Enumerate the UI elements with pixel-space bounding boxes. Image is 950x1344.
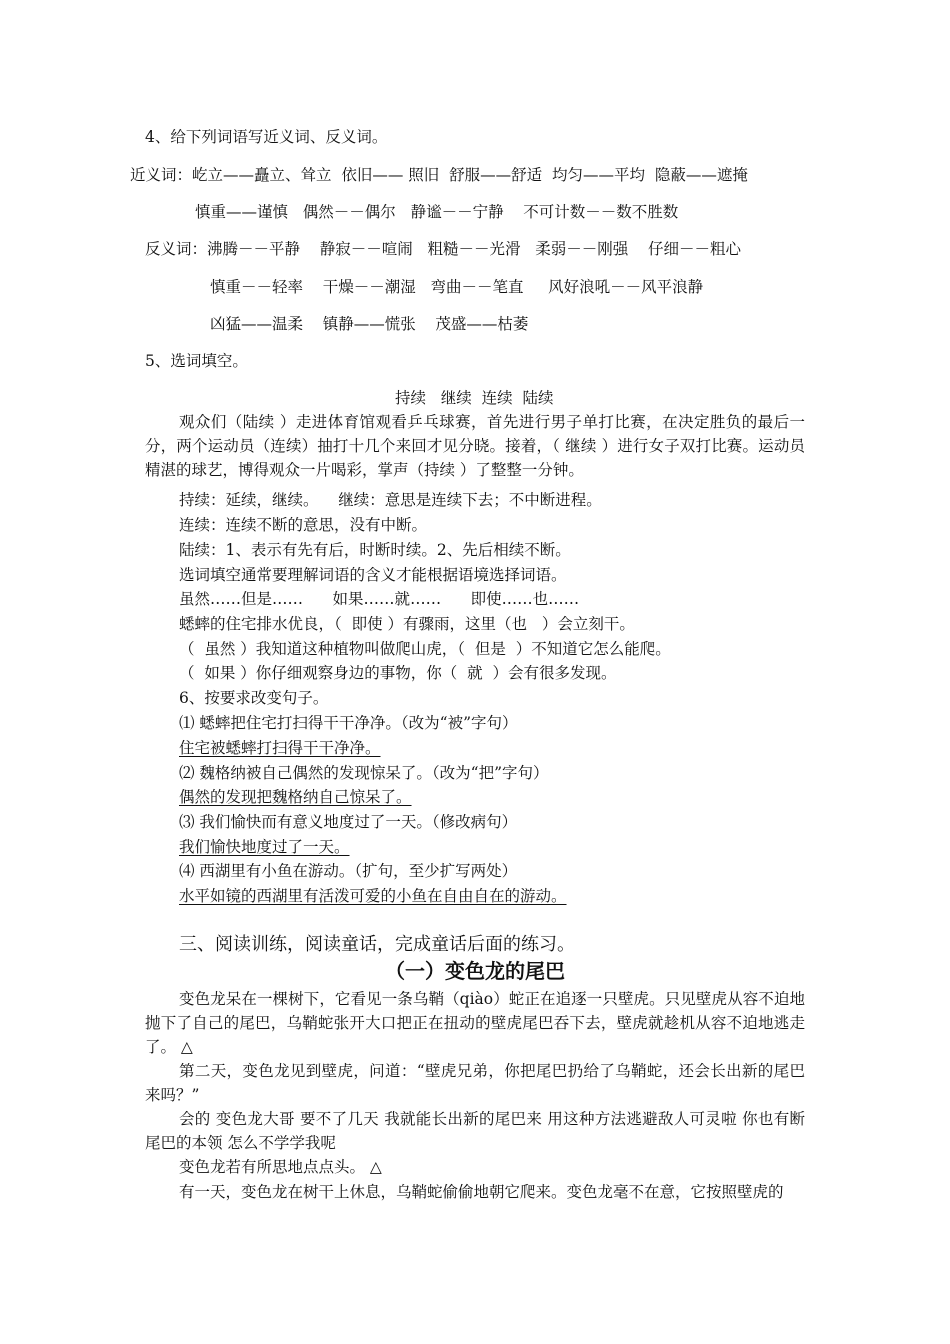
fill-paragraph: 观众们（陆续 ）走进体育馆观看乒乓球赛，首先进行男子单打比赛，在决定胜负的最后一分，两个运动员（连续）抽打十几个来回才见分晓。接着，（ 继续 ）进行女子双打比赛。运动员精湛的球艺，博得观众一片喝彩，掌声（持续 ）了整整一分钟。 (145, 413, 805, 479)
sentence-1-answer: 住宅被蟋蟀打扫得干干净净。 (179, 739, 381, 757)
story-paragraph-1: 变色龙呆在一棵树下，它看见一条乌鞘（qiào）蛇正在追逐一只壁虎。只见壁虎从容不迫地抛下了自己的尾巴，乌鞘蛇张开大口把正在扭动的壁虎尾巴吞下去，壁虎就趁机从容不迫地逃走了。 △ (145, 990, 805, 1056)
definition-note-2: 连续：连续不断的意思，没有中断。 (179, 516, 428, 534)
sentence-3-answer: 我们愉快地度过了一天。 (179, 838, 350, 856)
synonyms-line-2: 慎重——谨慎 偶然－－偶尔 静谧－－宁静 不可计数－－数不胜数 (195, 203, 679, 221)
q5-heading: 5、选词填空。 (145, 352, 248, 370)
definition-note-3: 陆续：1、表示有先有后，时断时续。2、先后相续不断。 (179, 541, 571, 559)
synonyms-line-1: 近义词：屹立——矗立、耸立 依旧—— 照旧 舒服——舒适 均匀——平均 隐蔽——遮掩 (130, 166, 748, 184)
q6-heading: 6、按要求改变句子。 (179, 689, 329, 707)
definition-note-1: 持续：延续，继续。 继续：意思是连续下去；不中断进程。 (179, 491, 602, 509)
antonyms-line-2: 慎重－－轻率 干燥－－潮湿 弯曲－－笔直 风好浪吼－－风平浪静 (210, 278, 704, 296)
sentence-1-prompt: ⑴ 蟋蟀把住宅打扫得干干净净。（改为“被”字句） (179, 714, 518, 732)
sentence-2-prompt: ⑵ 魏格纳被自己偶然的发现惊呆了。（改为“把”字句） (179, 764, 549, 782)
sentence-2-answer: 偶然的发现把魏格纳自己惊呆了。 (179, 788, 412, 806)
conjunction-fill-3: （ 如果 ）你仔细观察身边的事物，你（ 就 ）会有很多发现。 (179, 664, 617, 682)
definition-note-4: 选词填空通常要理解词语的含义才能根据语境选择词语。 (179, 566, 567, 584)
reading-section-heading: 三、阅读训练，阅读童话，完成童话后面的练习。 (179, 934, 575, 955)
sentence-4-prompt: ⑷ 西湖里有小鱼在游动。（扩句，至少扩写两处） (179, 862, 518, 880)
q4-heading: 4、给下列词语写近义词、反义词。 (145, 128, 388, 146)
antonyms-line-1: 反义词：沸腾－－平静 静寂－－喧闹 粗糙－－光滑 柔弱－－刚强 仔细－－粗心 (145, 240, 741, 258)
story-paragraph-3: 会的 变色龙大哥 要不了几天 我就能长出新的尾巴来 用这种方法逃避敌人可灵啦 你也有断尾巴的本领 怎么不学学我呢 (145, 1110, 805, 1152)
antonyms-line-3: 凶猛——温柔 镇静——慌张 茂盛——枯萎 (210, 315, 529, 333)
conjunction-fill-1: 蟋蟀的住宅排水优良，（ 即使 ）有骤雨，这里（也 ）会立刻干。 (179, 615, 635, 633)
conjunction-fill-2: （ 虽然 ）我知道这种植物叫做爬山虎，（ 但是 ）不知道它怎么能爬。 (179, 640, 671, 658)
story-paragraph-5: 有一天，变色龙在树干上休息，乌鞘蛇偷偷地朝它爬来。变色龙毫不在意，它按照壁虎的 (179, 1183, 784, 1201)
sentence-3-prompt: ⑶ 我们愉快而有意义地度过了一天。（修改病句） (179, 813, 518, 831)
story-title: （一）变色龙的尾巴 (385, 959, 565, 983)
story-paragraph-4: 变色龙若有所思地点点头。 △ (179, 1158, 382, 1176)
sentence-4-answer: 水平如镜的西湖里有活泼可爱的小鱼在自由自在的游动。 (179, 887, 567, 905)
conjunction-bank: 虽然……但是…… 如果……就…… 即使……也…… (179, 590, 580, 608)
story-paragraph-2: 第二天，变色龙见到壁虎，问道：“壁虎兄弟，你把尾巴扔给了乌鞘蛇，还会长出新的尾巴来吗？” (145, 1062, 805, 1104)
word-bank: 持续 继续 连续 陆续 (395, 389, 554, 407)
